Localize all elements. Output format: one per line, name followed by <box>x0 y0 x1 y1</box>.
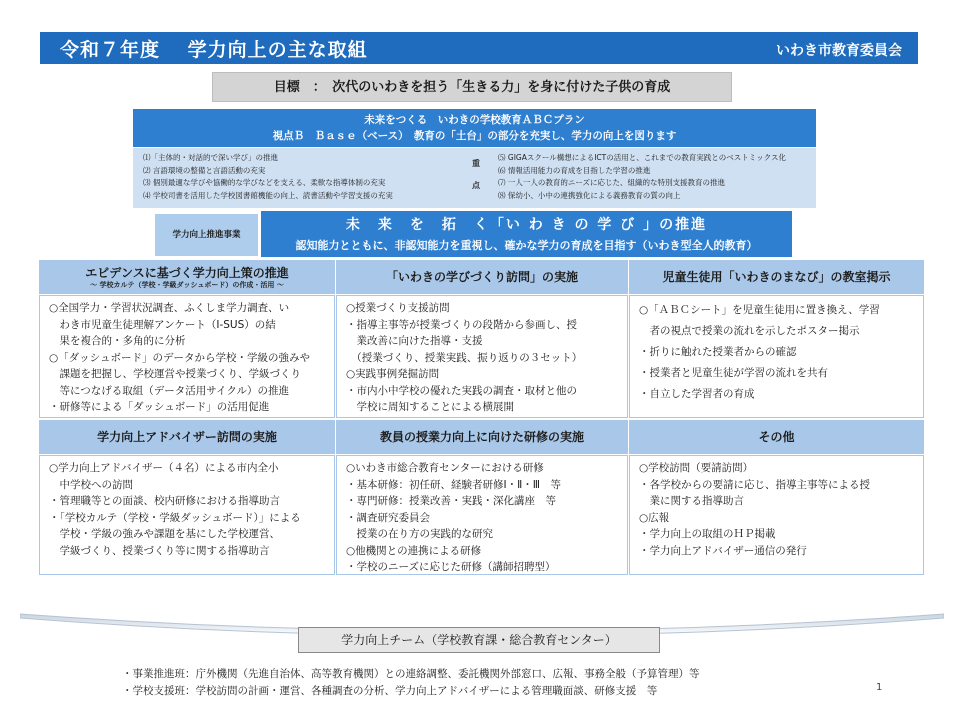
cell-line: 等につなげる取組（データ活用サイクル）の推進 <box>49 384 290 397</box>
list-item: ⑵ 言語環境の整備と言語活動の充実 <box>143 165 266 175</box>
cell-line: 課題を把握し、学校運営や授業づくり、学級づくり <box>49 368 301 380</box>
heading-subtext: ～ 学校カルテ（学校・学級ダッシュボード）の作成・活用 ～ <box>90 281 284 289</box>
evidence-heading <box>39 260 335 294</box>
cell-line: ・学校のニーズに応じた研修（講師招聘型） <box>346 561 556 573</box>
teacher-training-cell <box>336 455 628 575</box>
classroom-poster-cell <box>629 295 924 418</box>
advisor-visit-heading: 学力向上アドバイザー訪問の実施 <box>39 420 335 454</box>
cell-line: ・専門研修：授業改善・実践・深化講座 等 <box>346 495 556 507</box>
cell-line: ・研修等による「ダッシュボード」の活用促進 <box>49 401 270 413</box>
cell-line: ○全国学力・学習状況調査、ふくしま学力調査、い <box>49 302 290 314</box>
classroom-poster-heading: 児童生徒用「いわきのまなび」の教室掲示 <box>629 260 924 294</box>
list-item: ⑷ 学校司書を活用した学校図書館機能の向上、読書活動や学習支援の充実 <box>143 190 393 200</box>
cell-line: ・授業者と児童生徒が学習の流れを共有 <box>639 367 828 379</box>
cell-line: ○広報 <box>639 511 670 524</box>
abc-plan-body <box>133 148 816 208</box>
cell-line: ・各学校からの要請に応じ、指導主事等による授 <box>639 478 870 491</box>
abc-plan-viewpoint: 視点Ｂ Ｂａｓｅ（ベース） 教育の「土台」の部分を充実し、学力の向上を図ります <box>272 130 677 142</box>
list-item: ⑴「主体的・対話的で深い学び」の推進 <box>143 153 278 162</box>
advisor-visit-cell <box>39 455 335 575</box>
cell-line: ○いわき市総合教育センターにおける研修 <box>346 462 544 474</box>
other-heading: その他 <box>629 420 924 454</box>
cell-line: わき市児童生徒理解アンケート（I-SUS）の結 <box>49 318 276 331</box>
cell-line: ・折りに触れた授業者からの確認 <box>639 346 797 358</box>
cell-line: （授業づくり、授業実践、振り返りの３セット） <box>346 351 583 364</box>
cell-line: 果を複合的・多角的に分析 <box>49 335 186 347</box>
list-item: ⑶ 個別最適な学びや協働的な学びなどを支える、柔軟な指導体制の充実 <box>143 178 386 187</box>
lesson-visit-cell <box>336 295 628 418</box>
team-notes <box>122 666 700 700</box>
cell-line: 者の視点で授業の流れを示したポスター掲示 <box>639 325 860 337</box>
cell-line: ・基本研修：初任研、経験者研修Ⅰ・Ⅱ・Ⅲ 等 <box>346 478 562 491</box>
cell-line: ○「ダッシュボード」のデータから学校・学級の強みや <box>49 351 310 364</box>
promotion-project-label: 学力向上推進事業 <box>155 214 258 256</box>
organization-name: いわき市教育委員会 <box>776 43 902 59</box>
cell-line: 業改善に向けた指導・支援 <box>346 335 483 347</box>
promotion-title: 未 来 を 拓 く「い わ き の 学 び 」の推進 <box>345 217 708 233</box>
cell-line: ○授業づくり支援訪問 <box>346 302 450 314</box>
foundation-band-text: ＩＣＴ教育の推進 生徒指導の充実 特別支援教育の充実 キャリア教育の推進 など <box>199 585 764 599</box>
list-item: ⑺ 一人一人の教育的ニーズに応じた、組織的な特別支援教育の推進 <box>498 178 726 187</box>
abc-focus-list-left <box>143 152 463 202</box>
focus-label-char: 点 <box>472 181 480 190</box>
cell-line: ・学力向上の取組のＨＰ掲載 <box>639 528 776 540</box>
cell-line: ○学校訪問（要請訪問） <box>639 462 754 474</box>
abc-plan-title: 未来をつくる いわきの学校教育ＡＢＣプラン <box>364 114 585 126</box>
cell-line: ・市内小中学校の優れた実践の調査・取材と他の <box>346 384 577 397</box>
cell-line: 学校に周知することによる横展開 <box>346 401 514 413</box>
page-number: 1 <box>876 682 883 693</box>
cell-line: ・指導主事等が授業づくりの段階から参画し、授 <box>346 318 577 331</box>
promotion-subtitle: 認知能力とともに、非認知能力を重視し、確かな学力の育成を目指す（いわき型全人的教育） <box>295 239 758 252</box>
abc-focus-list-right <box>498 152 813 202</box>
focus-label-char: 重 <box>472 159 480 168</box>
cell-line: ○他機関との連携による研修 <box>346 544 482 557</box>
other-cell <box>629 455 924 575</box>
cell-line: ○実践事例発掘訪問 <box>346 368 440 380</box>
cell-line: ○学力向上アドバイザー（４名）による市内全小 <box>49 462 279 474</box>
list-item: ⑹ 情報活用能力の育成を目指した学習の推進 <box>498 165 651 175</box>
teacher-training-heading: 教員の授業力向上に向けた研修の実施 <box>336 420 628 454</box>
heading-text: エビデンスに基づく学力向上策の推進 <box>85 266 289 280</box>
cell-line: ・自立した学習者の育成 <box>639 388 755 400</box>
team-box: 学力向上チーム（学校教育課・総合教育センター） <box>298 627 660 653</box>
promotion-banner <box>261 211 792 257</box>
title-bar <box>40 32 918 64</box>
lesson-visit-heading: 「いわきの学びづくり訪問」の実施 <box>336 260 628 294</box>
goal-banner: 目標 ： 次代のいわきを担う「生きる力」を身に付けた子供の育成 <box>212 72 732 102</box>
abc-plan-header <box>133 109 816 147</box>
list-item: ⑻ 保幼小、小中の連携強化による義務教育の質の向上 <box>498 190 681 200</box>
page-title: 令和７年度 学力向上の主な取組 <box>60 39 368 61</box>
note-line: ・学校支援班：学校訪問の計画・運営、各種調査の分析、学力向上アドバイザーによる管理職面談、研修支援 等 <box>122 685 658 697</box>
cell-line: ・「学校カルテ（学校・学級ダッシュボード）」による <box>49 511 301 524</box>
cell-line: 学校・学級の強みや課題を基にした学校運営、 <box>49 528 280 540</box>
list-item: ⑸ GIGAスクール構想によるICTの活用と、これまでの教育実践とのベストミックス化 <box>498 153 787 162</box>
cell-line: 業に関する指導助言 <box>639 495 744 507</box>
cell-line: ○「ＡＢＣシート」を児童生徒用に置き換え、学習 <box>639 304 880 316</box>
cell-line: ・調査研究委員会 <box>346 511 430 524</box>
cell-line: ・管理職等との面談、校内研修における指導助言 <box>49 495 280 507</box>
cell-line: 中学校への訪問 <box>49 478 133 491</box>
evidence-cell <box>39 295 335 418</box>
cell-line: 授業の在り方の実践的な研究 <box>346 528 493 540</box>
cell-line: 学級づくり、授業づくり等に関する指導助言 <box>49 544 270 557</box>
focus-label <box>469 158 483 202</box>
note-line: ・事業推進班：庁外機関（先進自治体、高等教育機関）との連絡調整、委託機関外部窓口、広報、事務全般（予算管理）等 <box>122 668 700 680</box>
cell-line: ・学力向上アドバイザー通信の発行 <box>639 544 807 557</box>
